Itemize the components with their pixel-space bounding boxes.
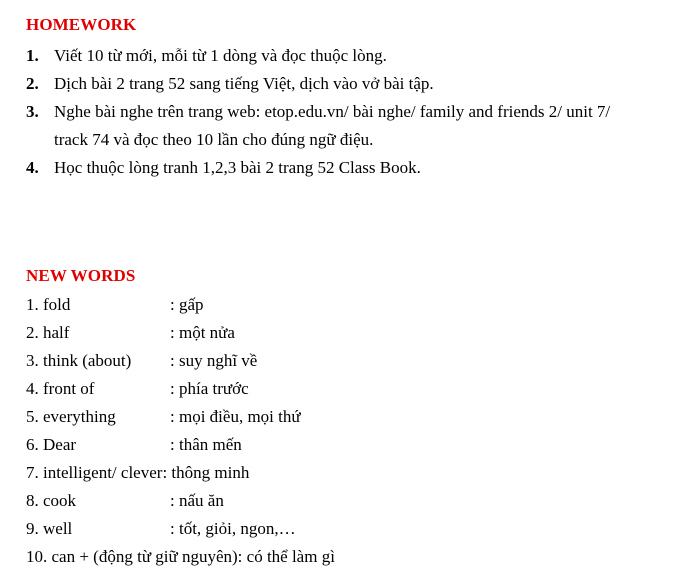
homework-item bbox=[26, 42, 686, 70]
new-words-list bbox=[26, 291, 686, 571]
vocab-term: 5. everything bbox=[26, 407, 116, 426]
homework-item-number: 3. bbox=[26, 102, 39, 121]
vocab-meaning: : một nửa bbox=[170, 323, 235, 342]
vocab-item bbox=[26, 487, 686, 515]
vocab-term: 8. cook bbox=[26, 491, 77, 510]
vocab-item bbox=[26, 347, 686, 375]
vocab-item bbox=[26, 319, 686, 347]
homework-item-text-line-1: Nghe bài nghe trên trang web: etop.edu.vn/ bài nghe/ family and friends 2/ unit 7/ bbox=[54, 102, 611, 121]
vocab-meaning: : suy nghĩ về bbox=[170, 351, 258, 370]
vocab-term: 2. half bbox=[26, 323, 70, 342]
vocab-meaning: : nấu ăn bbox=[170, 491, 224, 510]
vocab-meaning: : tốt, giỏi, ngon,… bbox=[170, 519, 296, 538]
vocab-item bbox=[26, 543, 686, 571]
vocab-meaning: : thân mến bbox=[170, 435, 242, 454]
homework-item bbox=[26, 154, 686, 182]
vocab-term: 7. intelligent/ clever bbox=[26, 463, 163, 482]
vocab-item bbox=[26, 375, 686, 403]
vocab-term: 9. well bbox=[26, 519, 73, 538]
vocab-item bbox=[26, 403, 686, 431]
vocab-term: 10. can + (động từ giữ nguyên) bbox=[26, 547, 238, 566]
homework-item bbox=[26, 98, 686, 154]
homework-item-text: Viết 10 từ mới, mỗi từ 1 dòng và đọc thuộc lòng. bbox=[54, 46, 387, 65]
vocab-meaning: : gấp bbox=[170, 295, 204, 314]
vocab-item bbox=[26, 431, 686, 459]
new-words-heading: NEW WORDS bbox=[26, 266, 136, 285]
vocab-meaning: : mọi điều, mọi thứ bbox=[170, 407, 301, 426]
homework-item-text-line-2: track 74 và đọc theo 10 lần cho đúng ngữ điệu. bbox=[54, 130, 374, 149]
vocab-item bbox=[26, 515, 686, 543]
vocab-term: 3. think (about) bbox=[26, 351, 132, 370]
vocab-item bbox=[26, 459, 686, 487]
vocab-meaning: : phía trước bbox=[170, 379, 249, 398]
vocab-meaning: : thông minh bbox=[162, 463, 250, 482]
vocab-term: 6. Dear bbox=[26, 435, 77, 454]
homework-item bbox=[26, 70, 686, 98]
homework-heading: HOMEWORK bbox=[26, 15, 137, 34]
vocab-term: 1. fold bbox=[26, 295, 71, 314]
homework-list bbox=[26, 42, 686, 182]
homework-item-number: 2. bbox=[26, 74, 39, 93]
homework-item-text: Học thuộc lòng tranh 1,2,3 bài 2 trang 52 Class Book. bbox=[54, 158, 421, 177]
vocab-meaning: : có thể làm gì bbox=[237, 547, 335, 566]
vocab-term: 4. front of bbox=[26, 379, 95, 398]
vocab-item bbox=[26, 291, 686, 319]
homework-item-text: Dịch bài 2 trang 52 sang tiếng Việt, dịch vào vở bài tập. bbox=[54, 74, 434, 93]
homework-item-number: 1. bbox=[26, 46, 39, 65]
homework-item-number: 4. bbox=[26, 158, 39, 177]
